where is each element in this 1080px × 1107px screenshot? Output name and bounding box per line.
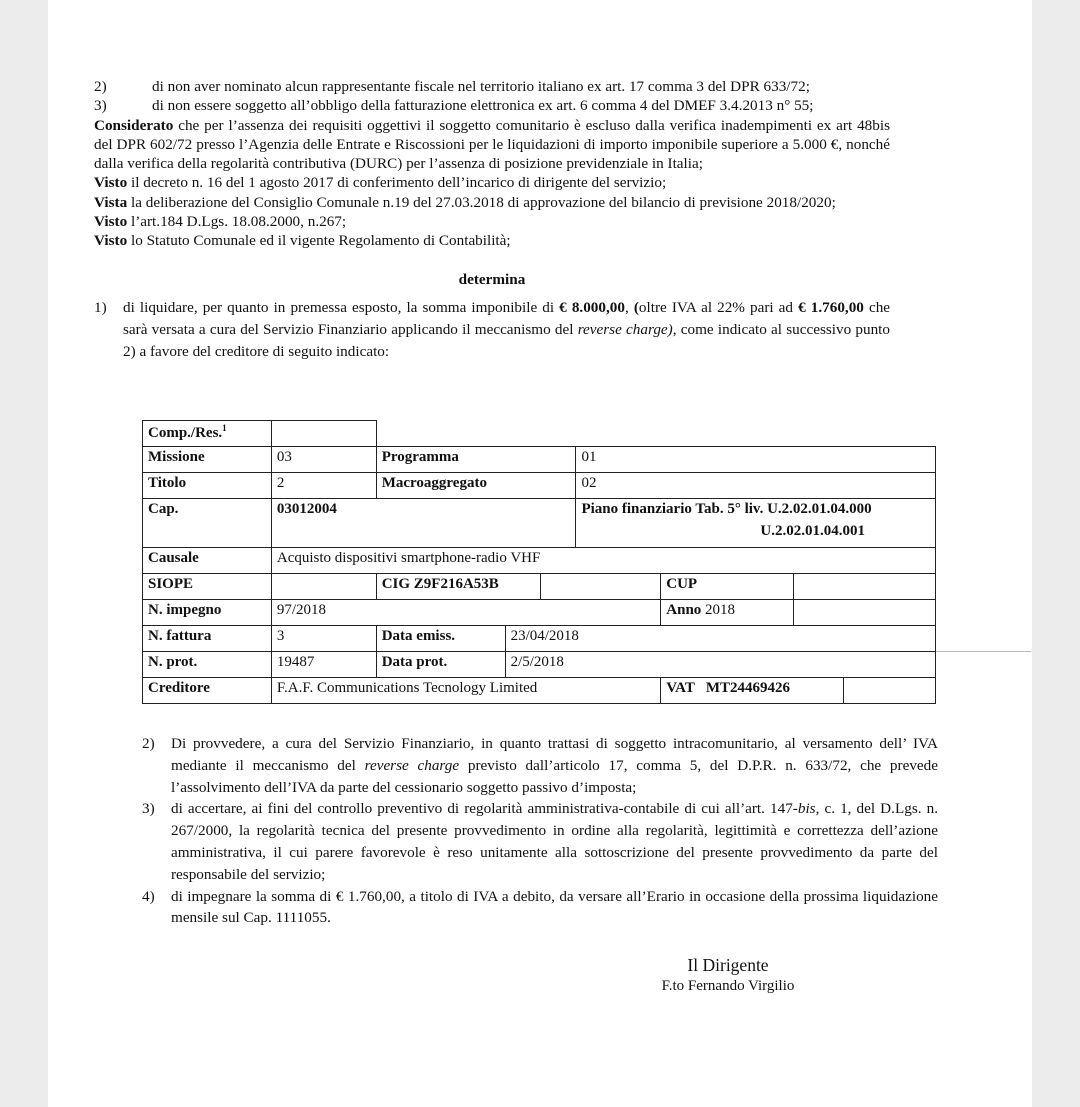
data-emiss-label: Data emiss.	[376, 626, 505, 652]
text-run: (	[633, 298, 639, 316]
amount: € 8.000,00	[559, 298, 625, 316]
text-run: di accertare, ai fini del controllo preventivo di regolarità amministrativa-contabile di cui all’art. 147-	[171, 800, 798, 818]
programma-label: Programma	[376, 447, 576, 473]
text-run: , come indicato al successivo punto 2) a favore del creditore di seguito indicato:	[123, 320, 890, 360]
impegno-label: N. impegno	[143, 600, 272, 626]
comp-res-value	[271, 421, 376, 447]
table-row	[143, 548, 936, 574]
considerato-label: Considerato	[94, 116, 174, 134]
visto-paragraph	[94, 231, 890, 250]
visto-label: Visto	[94, 174, 128, 192]
anno	[661, 600, 794, 626]
anno-value: 2018	[701, 602, 736, 618]
item-text: di non aver nominato alcun rappresentante fiscale nel territorio italiano ex art. 17 comma 3 del DPR 633/72;	[152, 78, 810, 95]
item-text	[123, 297, 890, 362]
text-run: ,	[624, 298, 634, 316]
table-row	[143, 447, 936, 473]
stray-rule	[936, 651, 1031, 652]
impegno-value: 97/2018	[271, 600, 660, 626]
signature-name: F.to Fernando Virgilio	[661, 978, 795, 994]
visto-label: Visto	[94, 232, 128, 250]
piano-finanziario-label: Piano finanziario Tab. 5° liv. U.2.02.01.04.000	[581, 501, 872, 517]
causale-label: Causale	[143, 548, 272, 574]
text-run: che sarà versata a cura del Servizio Finanziario applicando il meccanismo del	[123, 298, 891, 338]
considerato-paragraph	[94, 116, 890, 174]
creditore-value: F.A.F. Communications Tecnology Limited	[271, 678, 660, 704]
italic-text: bis	[797, 800, 816, 818]
item-number: 2)	[142, 735, 155, 752]
determina-item-1	[94, 297, 890, 362]
siope-label: SIOPE	[143, 574, 272, 600]
vat-blank	[844, 678, 936, 704]
table-row	[143, 473, 936, 499]
prot-value: 19487	[271, 652, 376, 678]
missione-value: 03	[271, 447, 376, 473]
visto-text: il decreto n. 16 del 1 agosto 2017 di conferimento dell’incarico di dirigente del servizio;	[127, 174, 667, 192]
table-row	[143, 421, 936, 447]
text-run: Di provvedere, a cura del Servizio Finanziario, in quanto trattasi di soggetto intracomunitario, al versamento dell’ IVA mediante il meccanismo del	[171, 735, 938, 774]
item-number: 2)	[94, 78, 107, 95]
signature-block	[640, 954, 816, 996]
cig-blank	[540, 574, 661, 600]
missione-label: Missione	[143, 447, 272, 473]
text-run: di liquidare, per quanto in premessa esposto, la somma imponibile di	[123, 298, 560, 316]
anno-label: Anno	[666, 602, 702, 618]
table-row	[143, 574, 936, 600]
determina-item-4	[142, 886, 938, 930]
table-row	[143, 652, 936, 678]
considerato-text: che per l’assenza dei requisiti oggettivi il soggetto comunitario è escluso dalla verifica inadempimenti ex art 48bis del DPR 602/72 presso l’Agenzia delle Entrate e Riscossioni per le liquidazioni di importo imponibile superiore a 5.000 €, nonché dalla verifica della regolarità contributiva (DURC) per l’assenza di posizione previdenziale in Italia;	[94, 116, 890, 173]
causale-value: Acquisto dispositivi smartphone-radio VHF	[271, 548, 935, 574]
macroaggregato-value: 02	[576, 473, 936, 499]
table-row	[143, 600, 936, 626]
visto-paragraph	[94, 173, 890, 192]
cup-label: CUP	[661, 574, 794, 600]
item-number: 4)	[142, 887, 155, 905]
determina-item-2	[142, 733, 938, 798]
creditore-label: Creditore	[143, 678, 272, 704]
item-text	[171, 798, 938, 885]
anno-blank	[794, 600, 936, 626]
programma-value: 01	[576, 447, 936, 473]
italic-text: reverse charge)	[577, 320, 673, 338]
amount: € 1.760,00	[798, 298, 864, 316]
vista-label: Vista	[94, 193, 128, 211]
intro-item-2	[94, 77, 890, 96]
visto-text: l’art.184 D.Lgs. 18.08.2000, n.267;	[127, 213, 347, 231]
cup-value	[794, 574, 936, 600]
table-row	[143, 678, 936, 704]
item-text: di impegnare la somma di € 1.760,00, a titolo di IVA a debito, da versare all’Erario in occasione della prossima liquidazione mensile sul Cap. 1111055.	[171, 887, 938, 927]
table-row	[143, 499, 936, 548]
signature-title: Il Dirigente	[687, 955, 769, 975]
visto-label: Visto	[94, 213, 128, 231]
text-run: oltre IVA al 22% pari ad	[638, 298, 799, 316]
data-prot-label: Data prot.	[376, 652, 505, 678]
determina-heading: determina	[458, 270, 526, 288]
data-emiss-value: 23/04/2018	[505, 626, 935, 652]
text-run: , c. 1, del D.Lgs. n. 267/2000, la regolarità tecnica del presente provvedimento in ordine alla regolarità, legittimità e correttezza dell’azione amministrativa, il cui parere favorevole è reso unitamente alla sottoscrizione del presente provvedimento da parte del responsabile del servizio;	[171, 800, 938, 883]
cap-value: 03012004	[271, 499, 576, 548]
text-run: previsto dall’articolo 17, comma 5, del D.P.R. n. 633/72, che prevede l’assolvimento dell’IVA da parte del cessionario soggetto passivo d’imposta;	[171, 756, 938, 796]
italic-text: reverse charge	[364, 756, 460, 774]
piano-finanziario-code: U.2.02.01.04.001	[760, 523, 865, 539]
data-prot-value: 2/5/2018	[505, 652, 935, 678]
item-text	[171, 733, 938, 798]
document-body	[94, 77, 890, 362]
determina-item-3	[142, 798, 938, 885]
intro-item-3	[94, 96, 890, 115]
accounting-table	[142, 420, 936, 704]
fattura-label: N. fattura	[143, 626, 272, 652]
titolo-label: Titolo	[143, 473, 272, 499]
visto-paragraph	[94, 212, 890, 231]
item-number: 3)	[142, 800, 155, 818]
vista-paragraph	[94, 193, 890, 212]
vat-number: VAT MT24469426	[661, 678, 844, 704]
item-number: 1)	[94, 298, 107, 316]
vista-text: la deliberazione del Consiglio Comunale n.19 del 27.03.2018 di approvazione del bilancio di previsione 2018/2020;	[127, 193, 836, 211]
item-number: 3)	[94, 97, 107, 115]
item-text: di non essere soggetto all’obbligo della fatturazione elettronica ex art. 6 comma 4 del DMEF 3.4.2013 n° 55;	[152, 97, 814, 115]
comp-res-label: Comp./Res.$^1$	[143, 421, 272, 447]
macroaggregato-label: Macroaggregato	[376, 473, 576, 499]
fattura-value: 3	[271, 626, 376, 652]
determina-items-after	[142, 733, 938, 929]
visto-text: lo Statuto Comunale ed il vigente Regolamento di Contabilità;	[127, 232, 511, 250]
prot-label: N. prot.	[143, 652, 272, 678]
cap-label: Cap.	[143, 499, 272, 548]
siope-value	[271, 574, 376, 600]
table-row	[143, 626, 936, 652]
piano-finanziario	[576, 499, 936, 548]
titolo-value: 2	[271, 473, 376, 499]
cig-code: CIG Z9F216A53B	[376, 574, 540, 600]
